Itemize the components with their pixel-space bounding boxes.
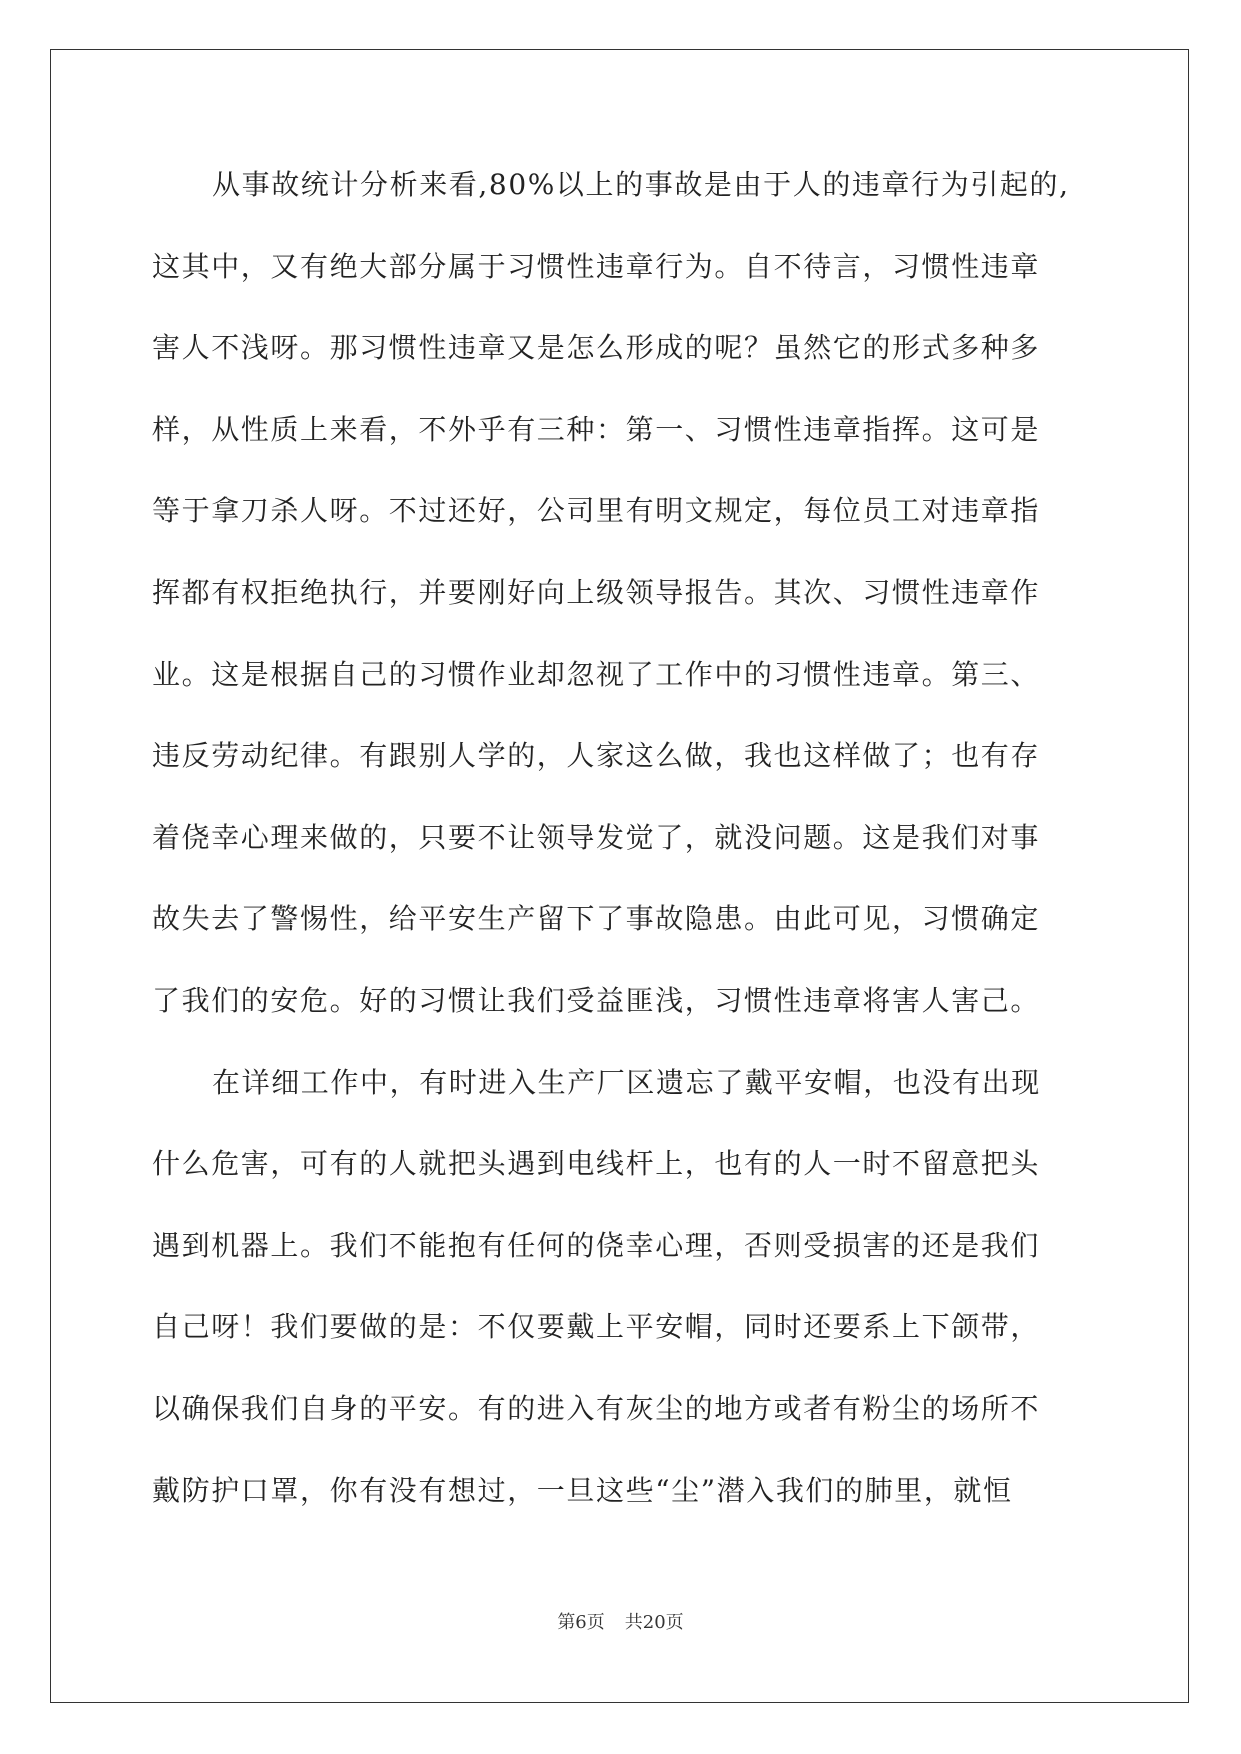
paragraph-2-line-5: 以确保我们自身的平安。有的进入有灰尘的地方或者有粉尘的场所不 <box>152 1391 1041 1425</box>
paragraph-1-line-7: 业。这是根据自己的习惯作业却忽视了工作中的习惯性违章。第三、 <box>152 657 1041 691</box>
paragraph-1-line-6: 挥都有权拒绝执行，并要刚好向上级领导报告。其次、习惯性违章作 <box>152 575 1041 609</box>
paragraph-1-line-11: 了我们的安危。好的习惯让我们受益匪浅，习惯性违章将害人害己。 <box>152 983 1041 1017</box>
paragraph-1-line-8: 违反劳动纪律。有跟别人学的，人家这么做，我也这样做了；也有存 <box>152 739 1041 773</box>
paragraph-1-line-9: 着侥幸心理来做的，只要不让领导发觉了，就没问题。这是我们对事 <box>152 820 1041 854</box>
paragraph-2-line-3: 遇到机器上。我们不能抱有任何的侥幸心理，否则受损害的还是我们 <box>152 1228 1041 1262</box>
paragraph-1-line-1: 从事故统计分析来看,80%以上的事故是由于人的违章行为引起的, <box>212 168 1070 201</box>
paragraph-1-line-2: 这其中，又有绝大部分属于习惯性违章行为。自不待言，习惯性违章 <box>152 249 1041 283</box>
paragraph-2-line-4: 自己呀！我们要做的是：不仅要戴上平安帽，同时还要系上下颌带， <box>152 1310 1041 1344</box>
page-number: 第6页 <box>557 1612 605 1633</box>
document-body <box>152 160 1092 1547</box>
paragraph-1-line-5: 等于拿刀杀人呀。不过还好，公司里有明文规定，每位员工对违章指 <box>152 494 1041 528</box>
page-total: 共20页 <box>624 1612 684 1633</box>
paragraph-1-line-10: 故失去了警惕性，给平安生产留下了事故隐患。由此可见，习惯确定 <box>152 902 1041 936</box>
paragraph-1-line-4: 样，从性质上来看，不外乎有三种：第一、习惯性违章指挥。这可是 <box>152 412 1041 446</box>
paragraph-2-line-6: 戴防护口罩，你有没有想过，一旦这些“尘”潜入我们的肺里，就恒 <box>152 1473 1013 1507</box>
paragraph-2-line-1: 在详细工作中，有时进入生产厂区遗忘了戴平安帽，也没有出现 <box>212 1065 1041 1099</box>
page-footer <box>0 1608 1241 1634</box>
paragraph-2-line-2: 什么危害，可有的人就把头遇到电线杆上，也有的人一时不留意把头 <box>152 1147 1041 1181</box>
paragraph-1-line-3: 害人不浅呀。那习惯性违章又是怎么形成的呢？虽然它的形式多种多 <box>152 331 1041 365</box>
